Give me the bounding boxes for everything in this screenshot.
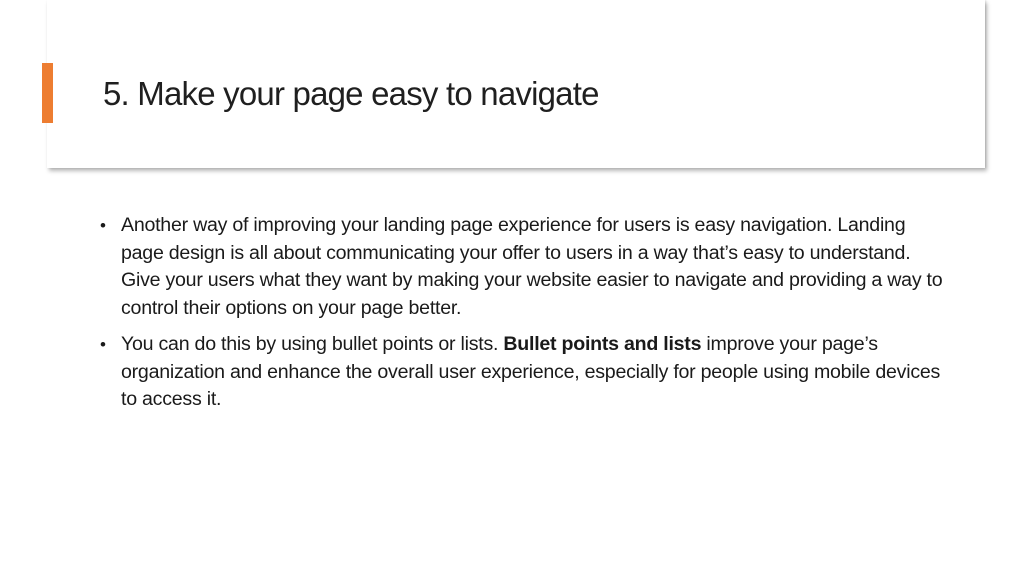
bullet-item: [100, 331, 950, 414]
bullet-text-continuation: improve your page’s organization and enhance the overall user experience, especially for people using mobile devices to access it.: [121, 333, 941, 410]
title-accent-bar: [42, 63, 53, 123]
bullet-list: [100, 212, 950, 423]
slide-title: 5. Make your page easy to navigate: [103, 75, 599, 112]
bullet-marker: •: [100, 216, 106, 235]
bullet-text-intro: You can do this by using bullet points or lists.: [121, 333, 504, 355]
bullet-marker: •: [100, 335, 106, 354]
bullet-text: Another way of improving your landing page experience for users is easy navigation. Landing page design is all about communicating your offer to users in a way that’s easy to understand. Give your users what they want by making your website easier to navigate and providing a way to control their options on your page better.: [121, 214, 943, 319]
bullet-item: [100, 212, 950, 322]
bullet-bold-text: Bullet points and lists: [503, 333, 702, 355]
